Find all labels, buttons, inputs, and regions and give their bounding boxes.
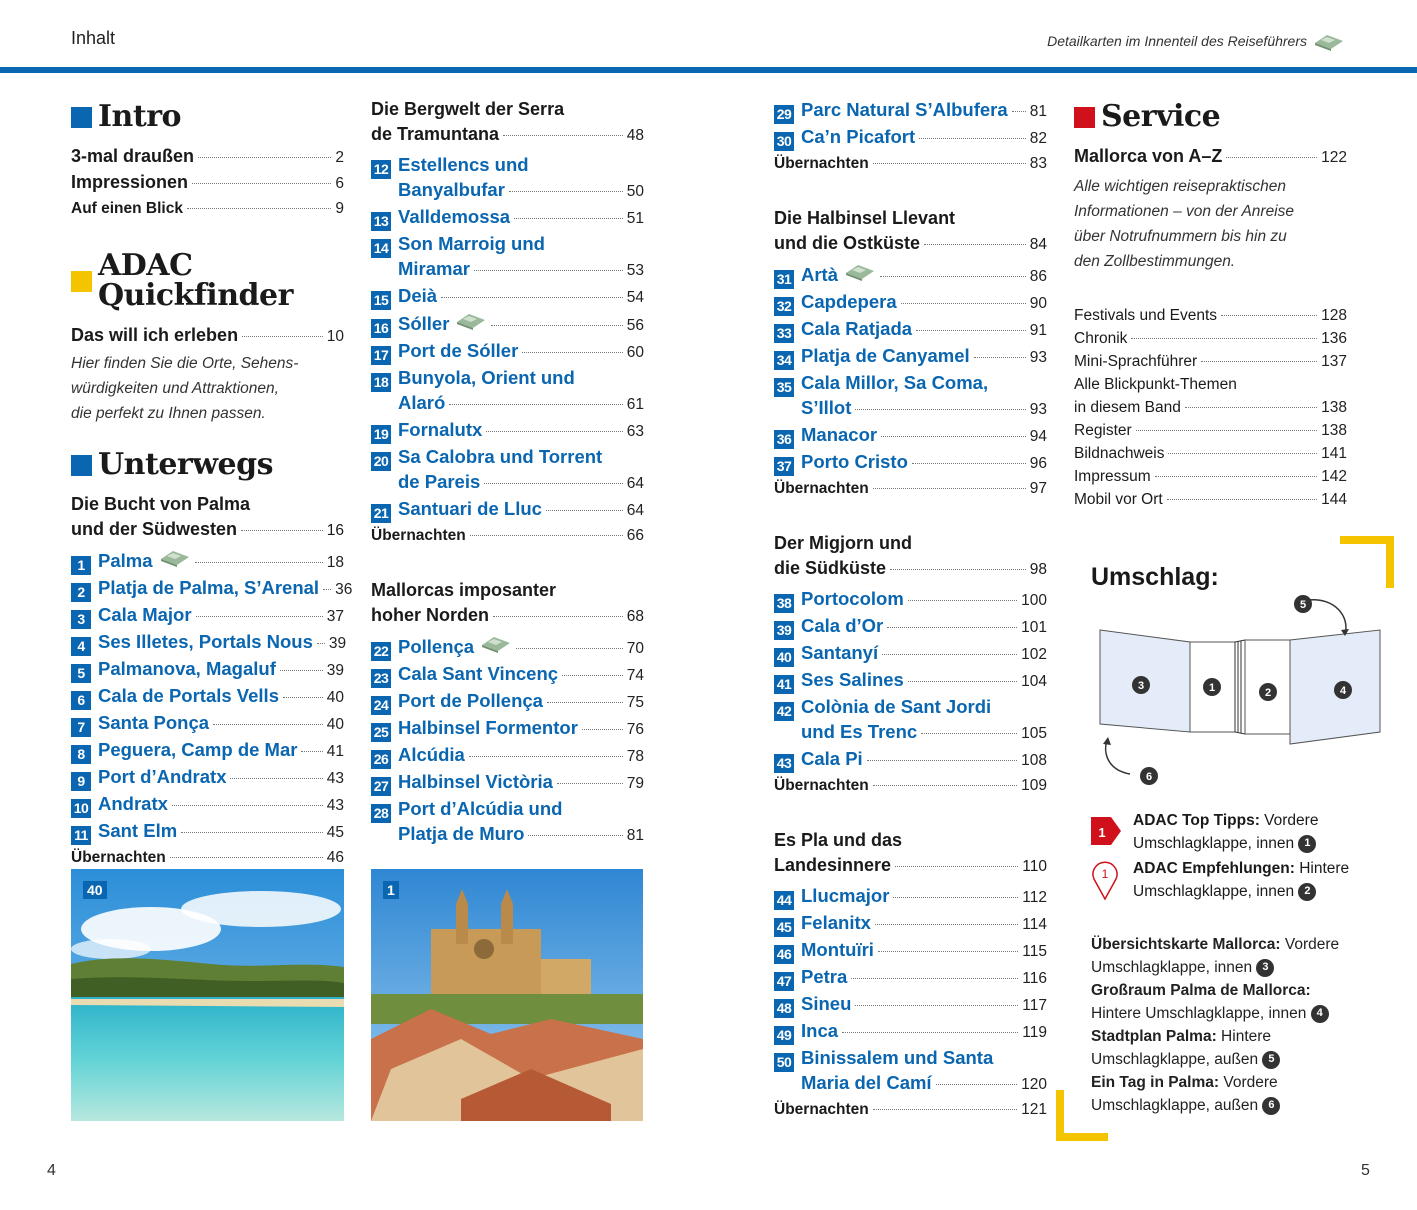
toc-destination-entry[interactable]: de Pareis 64 — [398, 471, 644, 492]
map-icon — [455, 310, 487, 330]
region-title: Es Pla und das — [774, 830, 903, 850]
toc-destination-entry[interactable]: 47 Petra 116 — [774, 964, 1047, 991]
toc-destination-entry[interactable]: Platja de Muro 81 — [398, 823, 644, 844]
destination-number-badge: 12 — [371, 160, 391, 179]
page-number-right: 5 — [1361, 1162, 1370, 1179]
description-line: Hier finden Sie die Orte, Sehens- — [71, 355, 299, 372]
description-line: den Zollbestimmungen. — [1074, 253, 1236, 270]
legend-empfehlungen: 1 ADAC Empfehlungen: Hintere Umschlagklappe, innen 2 — [1091, 857, 1361, 903]
column-2 — [371, 97, 644, 848]
empfehlung-pin-number: 1 — [1101, 867, 1109, 881]
empfehlung-pin-icon — [1091, 857, 1123, 901]
toc-destination-entry[interactable]: Banyalbufar 50 — [398, 179, 644, 200]
toc-entry[interactable]: Mini-Sprachführer 137 — [1074, 353, 1347, 370]
toc-destination-entry[interactable]: 15 Deià 54 — [371, 283, 644, 310]
photo-beach — [71, 869, 344, 1121]
destination-number-badge: 48 — [774, 999, 794, 1018]
section-header: Inhalt — [71, 28, 116, 48]
toc-destination-entry[interactable]: 3 Cala Major 37 — [71, 602, 344, 629]
toc-entry[interactable]: Register 138 — [1074, 422, 1347, 439]
toc-destination-entry[interactable]: 49 Inca 119 — [774, 1018, 1047, 1045]
destination-number-badge: 23 — [371, 669, 391, 688]
destination-number-badge: 21 — [371, 504, 391, 523]
destination-number-badge: 9 — [71, 772, 91, 791]
destination-number-badge: 26 — [371, 750, 391, 769]
toc-destination-entry[interactable]: 44 Llucmajor 112 — [774, 883, 1047, 910]
photo-number-badge: 1 — [383, 881, 399, 899]
region-title: Der Migjorn und — [774, 533, 912, 553]
destination-number-badge: 16 — [371, 319, 391, 338]
toc-destination-entry[interactable]: 11 Sant Elm 45 — [71, 818, 344, 845]
destination-number-badge: 47 — [774, 972, 794, 991]
toc-entry[interactable]: Mobil vor Ort 144 — [1074, 491, 1347, 508]
destination-number-badge: 2 — [71, 583, 91, 602]
photo-palma — [371, 869, 643, 1121]
toc-destination-entry[interactable]: 30 Ca’n Picafort 82 — [774, 124, 1047, 151]
uebernachten-entry[interactable]: Übernachten 109 — [774, 777, 1047, 794]
region-row[interactable]: und der Südwesten 16 — [71, 519, 344, 539]
toc-destination-entry[interactable]: 20 Sa Calobra und Torrent — [371, 444, 644, 469]
toc-destination-entry[interactable]: 19 Fornalutx 63 — [371, 417, 644, 444]
destination-number-badge: 3 — [71, 610, 91, 629]
destination-number-badge: 37 — [774, 457, 794, 476]
destination-number-badge: 11 — [71, 826, 91, 845]
toc-destination-entry[interactable]: 2 Platja de Palma, S’Arenal 36 — [71, 575, 344, 602]
toc-entry[interactable]: Mallorca von A–Z 122 — [1074, 146, 1347, 166]
number-badge: 3 — [1256, 959, 1274, 977]
map-icon — [480, 633, 512, 653]
toc-destination-entry[interactable]: 50 Binissalem und Santa — [774, 1045, 1047, 1070]
legend-top-tipps: 1 ADAC Top Tipps: Vordere Umschlagklappe, innen 1 — [1091, 809, 1361, 855]
toc-destination-entry[interactable]: 31 Artà 86 — [774, 261, 1047, 289]
region-title: Die Bergwelt der Serra — [371, 99, 565, 119]
toc-destination-entry[interactable]: 5 Palmanova, Magaluf 39 — [71, 656, 344, 683]
destination-number-badge: 5 — [71, 664, 91, 683]
quickfinder-heading: ADAC Quickfinder — [71, 251, 344, 311]
destination-number-badge: 18 — [371, 373, 391, 392]
destination-number-badge: 44 — [774, 891, 794, 910]
destination-number-badge: 25 — [371, 723, 391, 742]
destination-number-badge: 30 — [774, 132, 794, 151]
intro-square-icon — [71, 107, 92, 128]
number-badge: 2 — [1298, 883, 1316, 901]
intro-heading: Intro — [71, 102, 344, 132]
toc-destination-entry[interactable]: S’Illot 93 — [801, 397, 1047, 418]
destination-number-badge: 24 — [371, 696, 391, 715]
toc-entry[interactable]: Alle Blickpunkt-Themen — [1074, 376, 1237, 393]
toc-entry[interactable]: Bildnachweis 141 — [1074, 445, 1347, 462]
umschlag-title: Umschlag: — [1091, 563, 1219, 591]
number-badge: 5 — [1262, 1051, 1280, 1069]
toc-entry[interactable]: Festivals und Events 128 — [1074, 307, 1347, 324]
region-title: Die Halbinsel Llevant — [774, 208, 956, 228]
photo-number-badge: 40 — [83, 881, 107, 899]
unterwegs-heading: Unterwegs — [71, 450, 344, 480]
destination-number-badge: 50 — [774, 1053, 794, 1072]
toc-destination-entry[interactable]: 21 Santuari de Lluc 64 — [371, 496, 644, 523]
destination-number-badge: 41 — [774, 675, 794, 694]
toc-entry[interactable]: Impressionen 6 — [71, 172, 344, 192]
header-bar — [0, 67, 1417, 73]
toc-destination-entry[interactable]: 32 Capdepera 90 — [774, 289, 1047, 316]
toc-destination-entry[interactable]: 22 Pollença 70 — [371, 633, 644, 661]
toc-destination-entry[interactable]: 14 Son Marroig und — [371, 231, 644, 256]
destination-number-badge: 10 — [71, 799, 91, 818]
corner-frame-top — [1340, 536, 1395, 588]
description-line: würdigkeiten und Attraktionen, — [71, 380, 279, 397]
toc-destination-entry[interactable]: Maria del Camí 120 — [801, 1072, 1047, 1093]
destination-number-badge: 29 — [774, 105, 794, 124]
destination-number-badge: 17 — [371, 346, 391, 365]
toc-destination-entry[interactable]: 17 Port de Sóller 60 — [371, 338, 644, 365]
destination-number-badge: 19 — [371, 425, 391, 444]
toc-destination-entry[interactable]: 16 Sóller 56 — [371, 310, 644, 338]
toc-destination-entry[interactable]: 26 Alcúdia 78 — [371, 742, 644, 769]
toc-destination-entry[interactable]: 6 Cala de Portals Vells 40 — [71, 683, 344, 710]
page-number-left: 4 — [47, 1162, 56, 1179]
top-tipp-flag-icon — [1091, 809, 1123, 853]
toc-destination-entry[interactable]: 34 Platja de Canyamel 93 — [774, 343, 1047, 370]
region-row[interactable]: Landesinnere 110 — [774, 855, 1047, 875]
destination-number-badge: 27 — [371, 777, 391, 796]
toc-destination-entry[interactable]: 1 Palma 18 — [71, 547, 344, 575]
uebernachten-entry[interactable]: Übernachten 46 — [71, 849, 344, 866]
toc-destination-entry[interactable]: 28 Port d’Alcúdia und — [371, 796, 644, 821]
toc-destination-entry[interactable]: 7 Santa Ponça 40 — [71, 710, 344, 737]
column-4 — [1074, 99, 1347, 511]
destination-number-badge: 36 — [774, 430, 794, 449]
service-square-icon — [1074, 107, 1095, 128]
diagram-number: 4 — [1339, 685, 1347, 697]
toc-destination-entry[interactable]: 39 Cala d’Or 101 — [774, 613, 1047, 640]
description-line: Informationen – von der Anreise — [1074, 203, 1294, 220]
quickfinder-square-icon — [71, 271, 92, 292]
toc-destination-entry[interactable]: 9 Port d’Andratx 43 — [71, 764, 344, 791]
toc-entry[interactable]: Impressum 142 — [1074, 468, 1347, 485]
cover-map-item: Übersichtskarte Mallorca: Vordere Umschlagklappe, innen 3 — [1091, 936, 1340, 976]
toc-destination-entry[interactable]: 33 Cala Ratjada 91 — [774, 316, 1047, 343]
description-line: Alle wichtigen reisepraktischen — [1074, 178, 1286, 195]
destination-number-badge: 28 — [371, 804, 391, 823]
column-3 — [774, 97, 1047, 1122]
destination-number-badge: 22 — [371, 642, 391, 661]
top-tipp-flag-number: 1 — [1098, 825, 1106, 840]
unterwegs-square-icon — [71, 455, 92, 476]
destination-number-badge: 7 — [71, 718, 91, 737]
toc-destination-entry[interactable]: 40 Santanyí 102 — [774, 640, 1047, 667]
destination-number-badge: 20 — [371, 452, 391, 471]
toc-destination-entry[interactable]: 8 Peguera, Camp de Mar 41 — [71, 737, 344, 764]
cover-map-item: Stadtplan Palma: Hintere Umschlagklappe, außen 5 — [1091, 1025, 1371, 1071]
destination-number-badge: 8 — [71, 745, 91, 764]
legend — [1091, 809, 1361, 903]
toc-destination-entry[interactable]: 18 Bunyola, Orient und — [371, 365, 644, 390]
diagram-number: 2 — [1264, 687, 1272, 699]
toc-destination-entry[interactable]: Alaró 61 — [398, 392, 644, 413]
toc-destination-entry[interactable]: Miramar 53 — [398, 258, 644, 279]
toc-destination-entry[interactable]: 43 Cala Pi 108 — [774, 746, 1047, 773]
uebernachten-entry[interactable]: Übernachten 97 — [774, 480, 1047, 497]
number-badge: 1 — [1298, 835, 1316, 853]
toc-destination-entry[interactable]: 46 Montuïri 115 — [774, 937, 1047, 964]
number-badge: 6 — [1262, 1097, 1280, 1115]
destination-number-badge: 42 — [774, 702, 794, 721]
diagram-number: 5 — [1299, 599, 1307, 611]
cover-map-item: Ein Tag in Palma: Vordere Umschlagklappe, außen 6 — [1091, 1071, 1371, 1117]
service-heading: Service — [1074, 102, 1347, 132]
diagram-number: 3 — [1137, 680, 1145, 692]
cover-map-item: Großraum Palma de Mallorca: Hintere Umschlagklappe, innen 4 — [1091, 979, 1371, 1025]
toc-destination-entry[interactable]: 27 Halbinsel Victòria 79 — [371, 769, 644, 796]
beach-image — [71, 869, 344, 1121]
region-row[interactable]: de Tramuntana 48 — [371, 124, 644, 144]
toc-destination-entry[interactable]: 36 Manacor 94 — [774, 422, 1047, 449]
toc-destination-entry[interactable]: 25 Halbinsel Formentor 76 — [371, 715, 644, 742]
map-hint-text: Detailkarten im Innenteil des Reiseführers — [1047, 33, 1307, 49]
toc-destination-entry[interactable]: 48 Sineu 117 — [774, 991, 1047, 1018]
toc-entry[interactable]: Chronik 136 — [1074, 330, 1347, 347]
cover-diagram — [1095, 592, 1385, 792]
toc-entry[interactable]: 3-mal draußen 2 — [71, 146, 344, 166]
description-line: über Notrufnummern bis hin zu — [1074, 228, 1287, 245]
map-hint — [1047, 31, 1345, 51]
destination-number-badge: 13 — [371, 212, 391, 231]
diagram-number: 1 — [1208, 682, 1216, 694]
cathedral-image — [371, 869, 643, 1121]
toc-destination-entry[interactable]: 42 Colònia de Sant Jordi — [774, 694, 1047, 719]
cover-map-list — [1091, 933, 1371, 1117]
destination-number-badge: 31 — [774, 270, 794, 289]
toc-destination-entry[interactable]: 41 Ses Salines 104 — [774, 667, 1047, 694]
destination-number-badge: 35 — [774, 378, 794, 397]
toc-destination-entry[interactable]: 10 Andratx 43 — [71, 791, 344, 818]
toc-destination-entry[interactable]: 4 Ses Illetes, Portals Nous 39 — [71, 629, 344, 656]
region-title: Die Bucht von Palma — [71, 494, 251, 514]
description-line: die perfekt zu Ihnen passen. — [71, 405, 266, 422]
number-badge: 4 — [1311, 1005, 1329, 1023]
toc-entry[interactable]: Auf einen Blick 9 — [71, 200, 344, 217]
map-icon — [844, 261, 876, 281]
column-1 — [71, 99, 353, 870]
toc-destination-entry[interactable]: 29 Parc Natural S’Albufera 81 — [774, 97, 1047, 124]
destination-number-badge: 49 — [774, 1026, 794, 1045]
map-icon — [159, 547, 191, 567]
toc-destination-entry[interactable]: und Es Trenc 105 — [801, 721, 1047, 742]
toc-destination-entry[interactable]: 13 Valldemossa 51 — [371, 204, 644, 231]
destination-number-badge: 43 — [774, 754, 794, 773]
destination-number-badge: 34 — [774, 351, 794, 370]
toc-destination-entry[interactable]: 45 Felanitx 114 — [774, 910, 1047, 937]
uebernachten-entry[interactable]: Übernachten 121 — [774, 1101, 1047, 1118]
toc-destination-entry[interactable]: 37 Porto Cristo 96 — [774, 449, 1047, 476]
region-row[interactable]: und die Ostküste 84 — [774, 233, 1047, 253]
destination-number-badge: 32 — [774, 297, 794, 316]
map-icon — [1313, 31, 1345, 51]
destination-number-badge: 39 — [774, 621, 794, 640]
diagram-number: 6 — [1145, 771, 1153, 783]
toc-destination-entry[interactable]: 38 Portocolom 100 — [774, 586, 1047, 613]
region-row[interactable]: die Südküste 98 — [774, 558, 1047, 578]
destination-number-badge: 38 — [774, 594, 794, 613]
destination-number-badge: 33 — [774, 324, 794, 343]
destination-number-badge: 45 — [774, 918, 794, 937]
destination-number-badge: 15 — [371, 291, 391, 310]
destination-number-badge: 6 — [71, 691, 91, 710]
destination-number-badge: 40 — [774, 648, 794, 667]
toc-entry[interactable]: Das will ich erleben 10 — [71, 325, 344, 345]
uebernachten-entry[interactable]: Übernachten 66 — [371, 527, 644, 544]
destination-number-badge: 1 — [71, 556, 91, 575]
toc-destination-entry[interactable]: 12 Estellencs und — [371, 152, 644, 177]
toc-destination-entry[interactable]: 23 Cala Sant Vincenç 74 — [371, 661, 644, 688]
toc-destination-entry[interactable]: 35 Cala Millor, Sa Coma, — [774, 370, 1047, 395]
region-title: Mallorcas imposanter — [371, 580, 557, 600]
destination-number-badge: 46 — [774, 945, 794, 964]
toc-entry[interactable]: in diesem Band 138 — [1074, 399, 1347, 416]
uebernachten-entry[interactable]: Übernachten 83 — [774, 155, 1047, 172]
destination-number-badge: 14 — [371, 239, 391, 258]
destination-number-badge: 4 — [71, 637, 91, 656]
region-row[interactable]: hoher Norden 68 — [371, 605, 644, 625]
toc-destination-entry[interactable]: 24 Port de Pollença 75 — [371, 688, 644, 715]
